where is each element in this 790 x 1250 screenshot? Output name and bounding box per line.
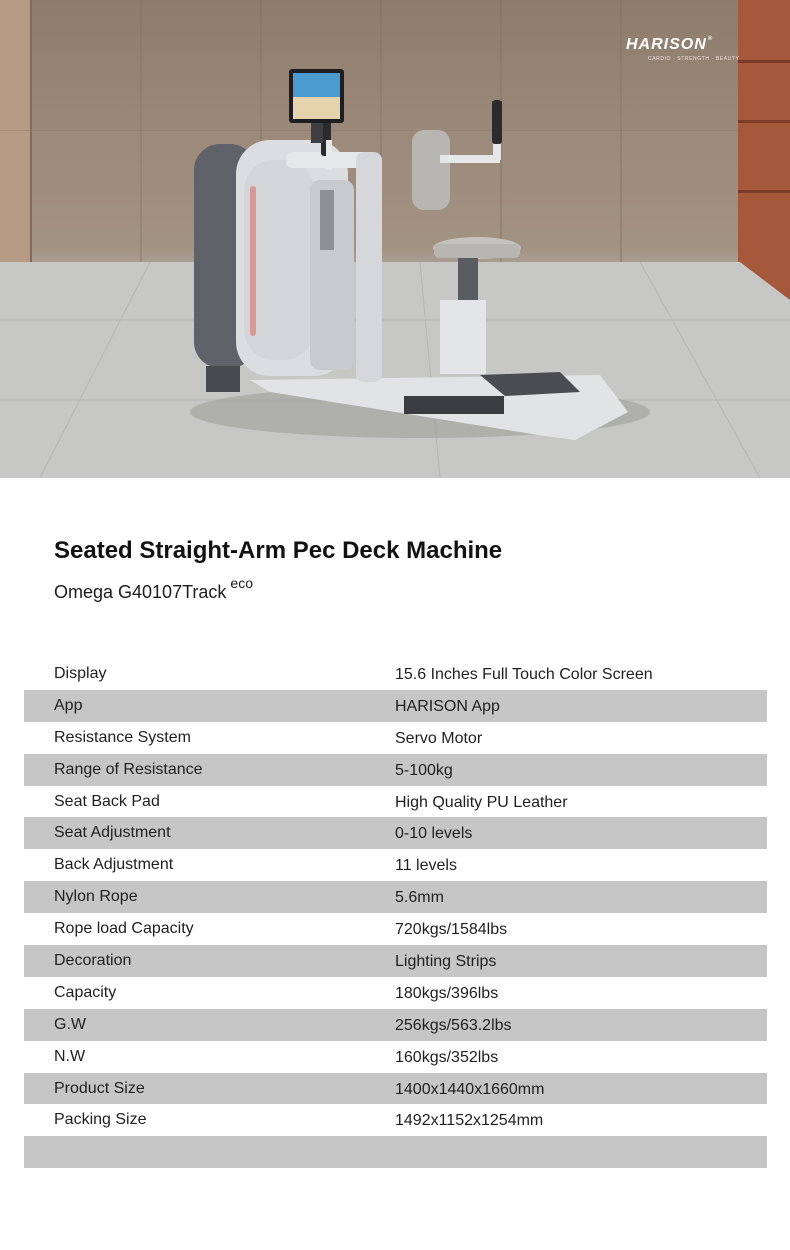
spec-row-range-of-resistance xyxy=(24,754,767,786)
spec-label: Back Adjustment xyxy=(54,856,174,874)
spec-row-decoration xyxy=(24,945,767,977)
spec-label: Rope load Capacity xyxy=(54,920,194,938)
spec-row-seat-back-pad xyxy=(24,786,767,818)
spec-value: 5.6mm xyxy=(395,889,444,907)
spec-value: 0-10 levels xyxy=(395,825,473,843)
spec-value: 5-100kg xyxy=(395,761,453,779)
spec-row-seat-adjustment xyxy=(24,817,767,849)
spec-value: 11 levels xyxy=(395,857,457,875)
spec-table xyxy=(24,658,767,1168)
spec-row-back-adjustment xyxy=(24,849,767,881)
spec-value: 160kgs/352lbs xyxy=(395,1048,499,1066)
spec-value: 256kgs/563.2lbs xyxy=(395,1016,512,1034)
spec-label: Packing Size xyxy=(54,1111,147,1129)
product-title: Seated Straight-Arm Pec Deck Machine xyxy=(54,537,503,564)
spec-label: Range of Resistance xyxy=(54,760,203,778)
spec-label: Nylon Rope xyxy=(54,888,138,906)
spec-label: Capacity xyxy=(54,983,117,1001)
spec-label: N.W xyxy=(54,1047,86,1065)
spec-row-capacity xyxy=(24,977,767,1009)
spec-value: 1492x1152x1254mm xyxy=(395,1112,544,1130)
spec-value: Servo Motor xyxy=(395,729,483,747)
spec-label: G.W xyxy=(54,1015,86,1033)
model-suffix: eco xyxy=(230,575,253,591)
gym-machine-illustration xyxy=(0,0,790,478)
spec-label: Seat Adjustment xyxy=(54,824,171,842)
spec-value: 1400x1440x1660mm xyxy=(395,1080,545,1098)
spec-row-empty xyxy=(24,1136,767,1168)
spec-value: 180kgs/396lbs xyxy=(395,984,499,1002)
spec-label: Resistance System xyxy=(54,728,191,746)
spec-row-gross-weight xyxy=(24,1009,767,1041)
spec-value: HARISON App xyxy=(395,697,500,715)
spec-label: Display xyxy=(54,665,107,682)
spec-row-rope-load-capacity xyxy=(24,913,767,945)
spec-value: 720kgs/1584lbs xyxy=(395,921,508,939)
spec-row-product-size xyxy=(24,1073,767,1105)
spec-value: 15.6 Inches Full Touch Color Screen xyxy=(395,666,653,683)
spec-value: Lighting Strips xyxy=(395,953,497,971)
spec-value: High Quality PU Leather xyxy=(395,793,568,811)
brand-name: HARISON® xyxy=(626,36,714,53)
product-model: Omega G40107Track $^{eco}$ xyxy=(54,575,253,602)
spec-row-net-weight xyxy=(24,1041,767,1073)
spec-label: App xyxy=(54,696,83,714)
spec-label: Seat Back Pad xyxy=(54,792,160,810)
product-photo xyxy=(0,0,790,478)
spec-row-nylon-rope xyxy=(24,881,767,913)
brand-logo xyxy=(626,36,746,66)
spec-row-packing-size xyxy=(24,1104,767,1136)
brand-tagline: CARDIO · STRENGTH · BEAUTY xyxy=(648,56,740,62)
spec-row-display xyxy=(24,658,767,690)
spec-label: Product Size xyxy=(54,1079,145,1097)
spec-row-resistance-system xyxy=(24,722,767,754)
spec-label: Decoration xyxy=(54,952,132,970)
spec-row-app xyxy=(24,690,767,722)
